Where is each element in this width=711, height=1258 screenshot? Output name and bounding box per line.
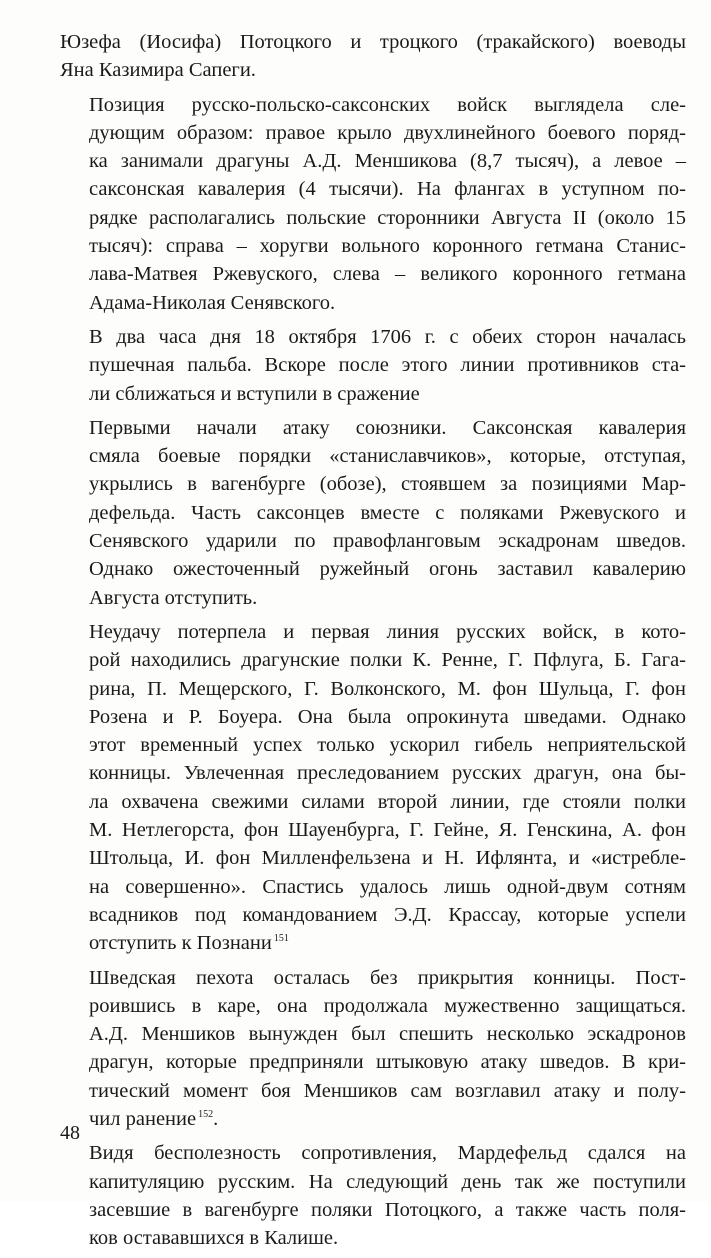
text-line: Юзефа (Иосифа) Потоцкого и троцкого (тракайского) воеводы	[60, 31, 686, 53]
paragraph-position	[60, 91, 686, 317]
text-line: Позиция русско-польско-саксонских войск выглядела сле-	[89, 93, 686, 116]
text-line: Сенявского ударили по правофланговым эскадронам шведов.	[89, 530, 686, 553]
text-line: Штольца, И. фон Милленфельзена и Н. Ифлянта, и «истребле-	[89, 847, 686, 870]
text-line: Неудачу потерпела и первая линия русских войск, в кото-	[89, 620, 686, 643]
footnote-marker: 151	[273, 933, 289, 945]
text-line: Августа отступить.	[89, 586, 258, 609]
text-line: Однако ожесточенный ружейный огонь заставил кавалерию	[89, 558, 686, 581]
text-line: конницы. Увлеченная преследованием русских драгун, она бы-	[89, 762, 686, 785]
paragraph-battle-start	[60, 323, 686, 408]
text-line: пушечная пальба. Вскоре после этого линии противников ста-	[89, 354, 686, 377]
text-line: рой находились драгунские полки К. Ренне, Г. Пфлуга, Б. Гага-	[89, 649, 686, 672]
sentence-end: .	[213, 1107, 219, 1130]
text-line: чил ранение	[89, 1107, 197, 1130]
text-line: саксонская кавалерия (4 тысячи). На флангах в уступном по-	[89, 178, 686, 201]
text-line: засевшие в вагенбурге поляки Потоцкого, а также часть поля-	[89, 1198, 686, 1221]
text-line: Первыми начали атаку союзники. Саксонская кавалерия	[89, 416, 686, 439]
paragraph-first-line-defeat	[60, 618, 686, 958]
text-line: смяла боевые порядки «станиславчиков», которые, отступая,	[89, 445, 686, 468]
text-line: дефельда. Часть саксонцев вместе с поляками Ржевуского и	[89, 501, 686, 524]
body-text	[60, 28, 686, 1258]
text-line: А.Д. Меншиков вынужден был спешить несколько эскадронов	[89, 1023, 686, 1046]
text-line: ков остававшихся в Калише.	[89, 1227, 339, 1250]
text-line: рядке располагались польские сторонники Августа II (около 15	[89, 206, 686, 229]
text-line: ли сближаться и вступили в сражение	[89, 382, 420, 405]
page-number: 48	[60, 1122, 80, 1144]
text-line: лава-Матвея Ржевуского, слева – великого коронного гетмана	[89, 263, 686, 286]
paragraph-allied-attack	[60, 414, 686, 612]
text-line: этот временный успех только ускорил гибель неприятельской	[89, 734, 686, 757]
text-line: тический момент боя Меншиков сам возглавил атаку и полу-	[89, 1079, 686, 1102]
text-line-with-footnote	[60, 1105, 686, 1133]
text-line: Шведская пехота осталась без прикрытия конницы. Пост-	[89, 966, 686, 989]
text-line: дующим образом: правое крыло двухлинейного боевого поряд-	[89, 121, 686, 144]
text-line: Видя бесполезность сопротивления, Мардефельд сдался на	[89, 1142, 686, 1165]
paragraph-continuation	[60, 28, 686, 85]
text-line: Яна Казимира Сапеги.	[60, 59, 256, 82]
text-line: рина, П. Мещерского, Г. Волконского, М. фон Шульца, Г. фон	[89, 677, 686, 700]
text-line: Адама-Николая Сенявского.	[89, 291, 336, 314]
text-line: капитуляцию русским. На следующий день так же поступили	[89, 1170, 686, 1193]
text-line: Розена и Р. Боуера. Она была опрокинута шведами. Однако	[89, 705, 686, 728]
text-line: укрылись в вагенбурге (обозе), стоявшем за позициями Мар-	[89, 473, 686, 496]
text-line: В два часа дня 18 октября 1706 г. с обеих сторон началась	[89, 325, 686, 348]
footnote-marker: 152	[198, 1109, 214, 1121]
paragraph-swedish-infantry	[60, 964, 686, 1134]
text-line: М. Нетлегорста, фон Шауенбурга, Г. Гейне, Я. Генскина, А. фон	[89, 819, 686, 842]
text-line: ка занимали драгуны А.Д. Меншикова (8,7 тысяч), а левое –	[89, 150, 686, 173]
text-line: драгун, которые предприняли штыковую атаку шведов. В кри-	[89, 1051, 686, 1074]
text-line-with-footnote	[60, 929, 686, 957]
text-line: всадников под командованием Э.Д. Крассау, которые успели	[89, 903, 686, 926]
paragraph-capitulation	[60, 1139, 686, 1252]
text-line: роившись в каре, она продолжала мужественно защищаться.	[89, 994, 686, 1017]
text-line: отступить к Познани	[89, 932, 272, 955]
text-line: ла охвачена свежими силами второй линии, где стояли полки	[89, 790, 686, 813]
text-line: на совершенно». Спастись удалось лишь одной-двум сотням	[89, 875, 686, 898]
text-line: тысяч): справа – хоругви вольного коронного гетмана Станис-	[89, 235, 686, 258]
